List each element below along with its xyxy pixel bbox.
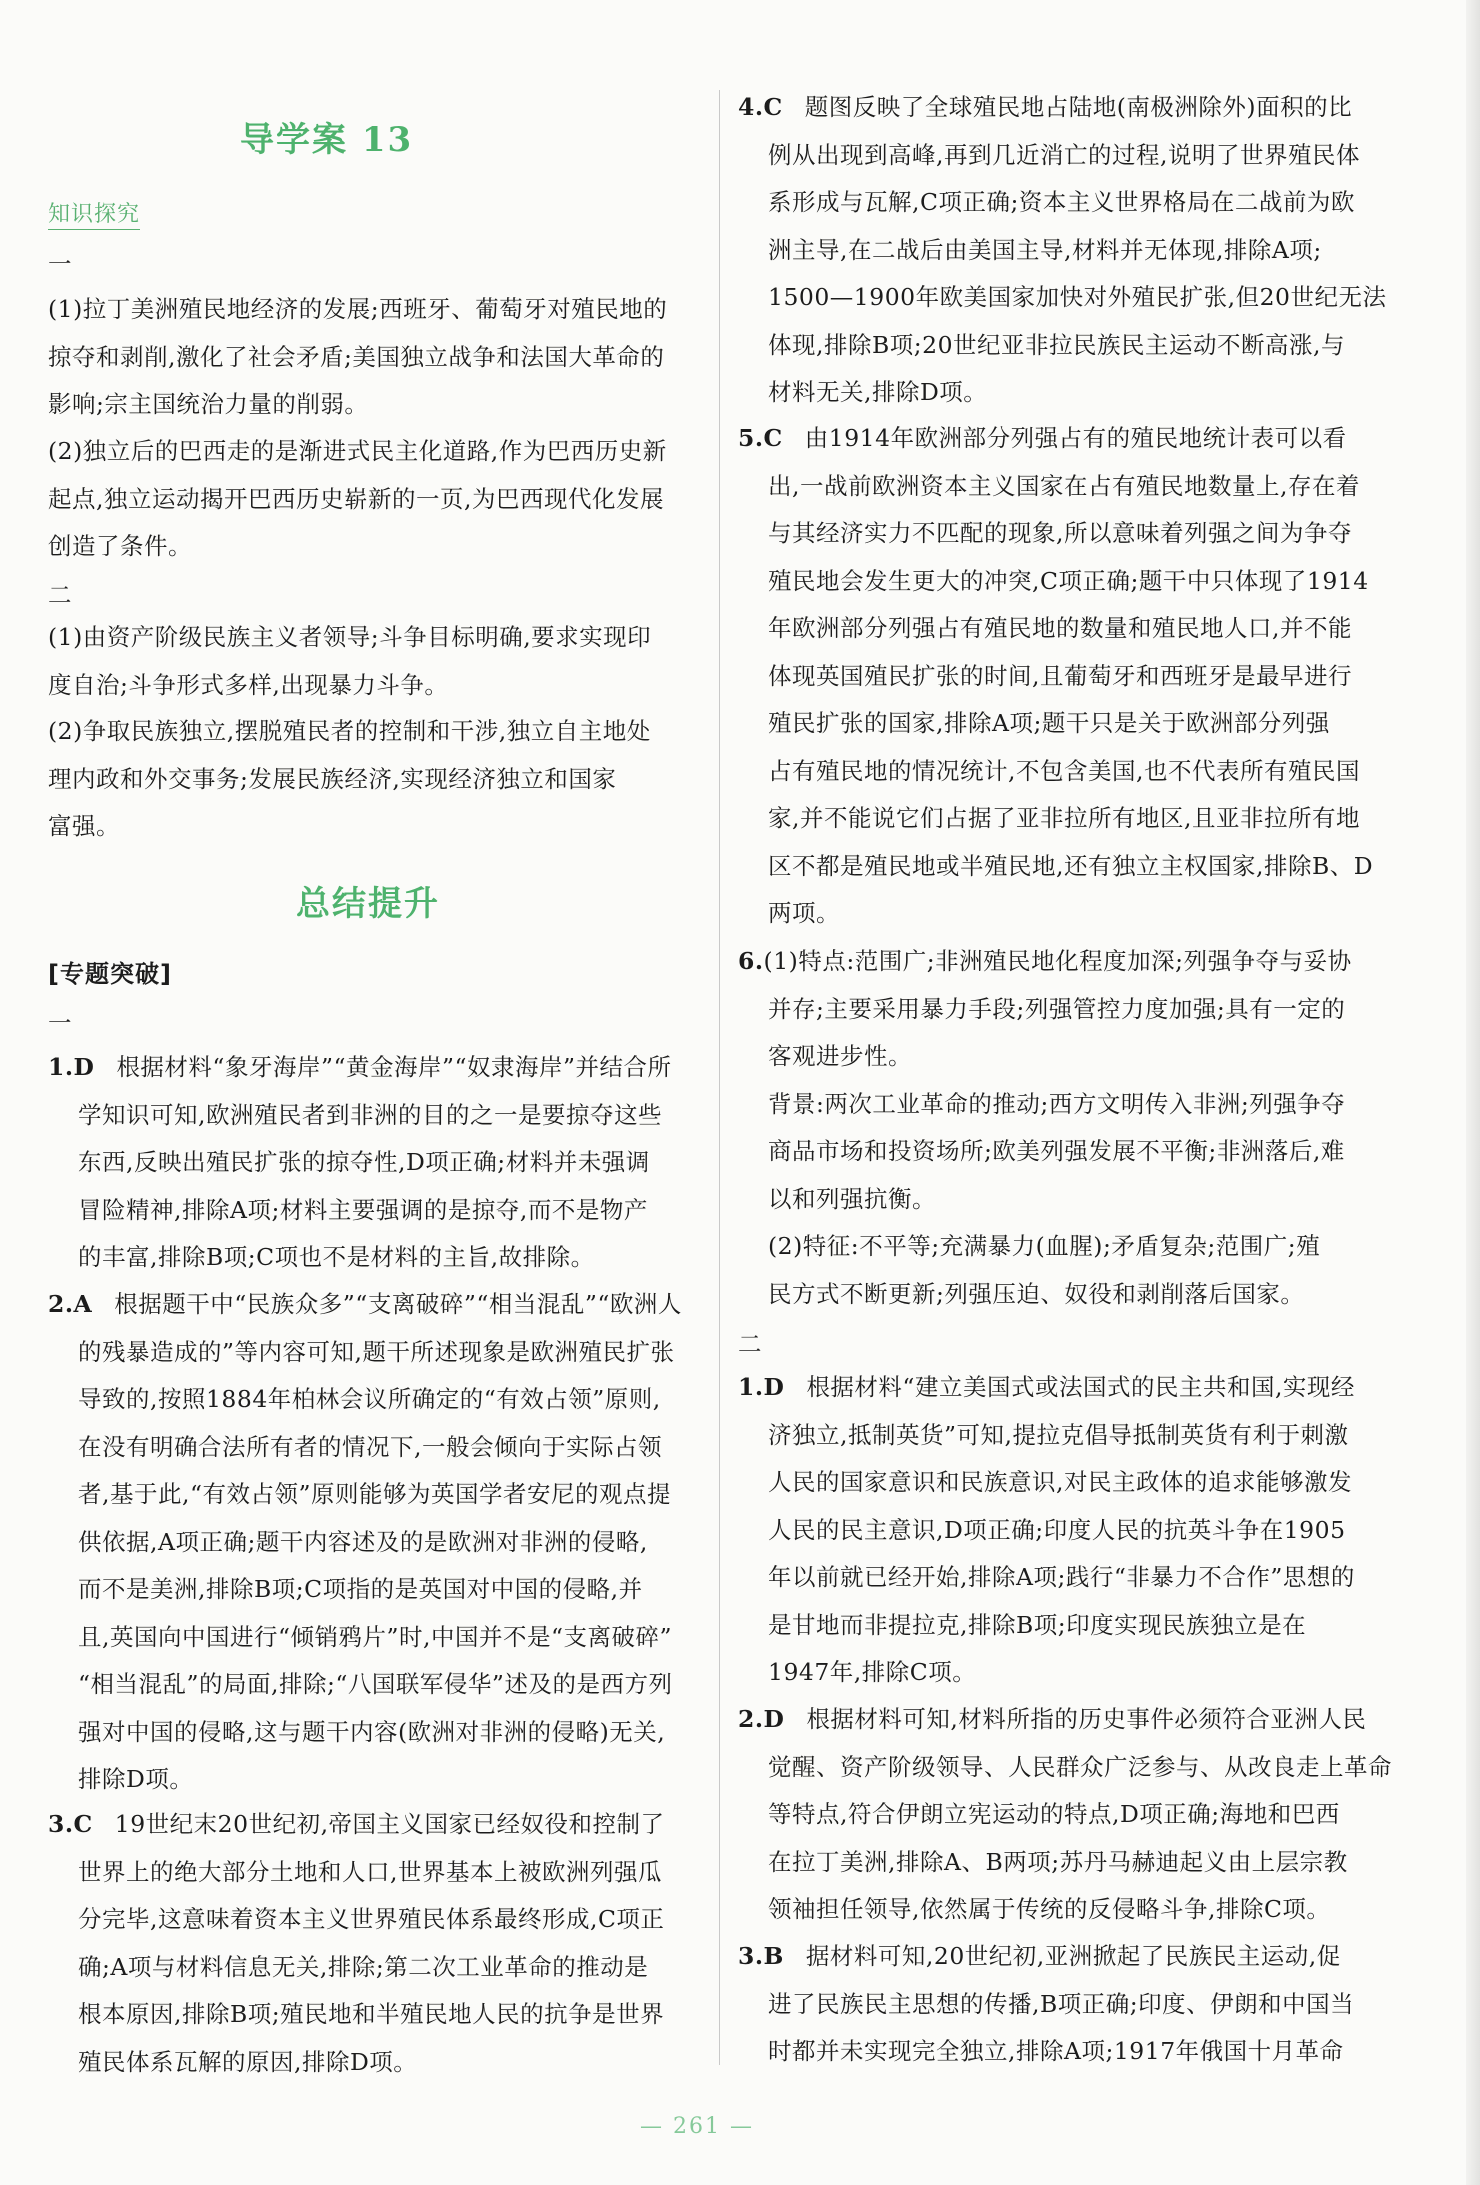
question-number: 3. bbox=[738, 1942, 764, 1970]
question-r1 bbox=[738, 1364, 1355, 1697]
text-line: 根据材料可知,材料所指的历史事件必须符合亚洲人民 bbox=[806, 1705, 1367, 1733]
question-number: 3. bbox=[48, 1810, 74, 1838]
text-line: 的残暴造成的”等内容可知,题干所述现象是欧洲殖民扩张 bbox=[78, 1337, 675, 1366]
column-divider bbox=[719, 90, 720, 2065]
text-line: 以和列强抗衡。 bbox=[768, 1184, 936, 1213]
summary-title: 总结提升 bbox=[296, 884, 440, 924]
text-line: 材料无关,排除D项。 bbox=[768, 378, 988, 406]
question-number: 1. bbox=[48, 1053, 74, 1081]
question-number: 6. bbox=[738, 947, 764, 975]
text-line: 影响;宗主国统治力量的削弱。 bbox=[48, 390, 369, 418]
text-line: 体现,排除B项;20世纪亚非拉民族民主运动不断高涨,与 bbox=[768, 330, 1346, 359]
question-number: 2. bbox=[48, 1290, 74, 1318]
question-2 bbox=[48, 1281, 682, 1804]
question-1 bbox=[48, 1044, 672, 1282]
question-r3 bbox=[738, 1933, 1354, 2076]
answer-letter: C bbox=[763, 424, 783, 452]
text-line: (1)由资产阶级民族主义者领导;斗争目标明确,要求实现印 bbox=[48, 623, 652, 651]
paragraph-3 bbox=[48, 614, 651, 709]
text-line: 掠夺和剥削,激化了社会矛盾;美国独立战争和法国大革命的 bbox=[48, 342, 665, 371]
part-label: 二 bbox=[738, 1330, 762, 1358]
text-line: 世界上的绝大部分土地和人口,世界基本上被欧洲列强瓜 bbox=[78, 1857, 662, 1886]
text-line: 觉醒、资产阶级领导、人民群众广泛参与、从改良走上革命 bbox=[768, 1752, 1392, 1781]
text-line: 分完毕,这意味着资本主义世界殖民体系最终形成,C项正 bbox=[78, 1905, 665, 1933]
text-line: 商品市场和投资场所;欧美列强发展不平衡;非洲落后,难 bbox=[768, 1137, 1345, 1165]
part-label: 一 bbox=[48, 1009, 72, 1037]
text-line: 进了民族民主思想的传播,B项正确;印度、伊朗和中国当 bbox=[768, 1989, 1355, 2018]
text-line: 等特点,符合伊朗立宪运动的特点,D项正确;海地和巴西 bbox=[768, 1800, 1340, 1828]
page-edge-shadow bbox=[1466, 0, 1480, 2185]
text-line: 年以前就已经开始,排除A项;践行“非暴力不合作”思想的 bbox=[768, 1563, 1355, 1591]
paragraph-1 bbox=[48, 286, 667, 429]
text-line: 背景:两次工业革命的推动;西方文明传入非洲;列强争夺 bbox=[768, 1089, 1346, 1118]
question-r2 bbox=[738, 1696, 1392, 1934]
question-number: 5. bbox=[738, 424, 764, 452]
text-line: 系形成与瓦解,C项正确;资本主义世界格局在二战前为欧 bbox=[768, 188, 1355, 216]
text-line: 而不是美洲,排除B项;C项指的是英国对中国的侵略,并 bbox=[78, 1575, 643, 1603]
text-line: 客观进步性。 bbox=[768, 1042, 912, 1070]
text-line: 1500—1900年欧美国家加快对外殖民扩张,但20世纪无法 bbox=[768, 283, 1387, 311]
text-line: 确;A项与材料信息无关,排除;第二次工业革命的推动是 bbox=[78, 1952, 649, 1981]
question-4 bbox=[738, 84, 1386, 417]
text-line: 根据材料“建立美国式或法国式的民主共和国,实现经 bbox=[806, 1373, 1355, 1401]
text-line: 供依据,A项正确;题干内容述及的是欧洲对非洲的侵略, bbox=[78, 1527, 648, 1556]
text-line: 家,并不能说它们占据了亚非拉所有地区,且亚非拉所有地 bbox=[768, 804, 1360, 832]
answer-letter: D bbox=[763, 1373, 785, 1401]
text-line: 例从出现到高峰,再到几近消亡的过程,说明了世界殖民体 bbox=[768, 140, 1360, 169]
text-line: 民方式不断更新;列强压迫、奴役和剥削落后国家。 bbox=[768, 1279, 1305, 1308]
text-line: (2)争取民族独立,摆脱殖民者的控制和干涉,独立自主地处 bbox=[48, 717, 651, 745]
text-line: 在拉丁美洲,排除A、B两项;苏丹马赫迪起义由上层宗教 bbox=[768, 1847, 1348, 1876]
answer-letter: B bbox=[763, 1942, 784, 1970]
text-line: 并存;主要采用暴力手段;列强管控力度加强;具有一定的 bbox=[768, 994, 1346, 1023]
question-number: 2. bbox=[738, 1705, 764, 1733]
text-line: 东西,反映出殖民扩张的掠夺性,D项正确;材料并未强调 bbox=[78, 1148, 650, 1176]
topic-breakthrough-label: [专题突破] bbox=[48, 960, 172, 988]
text-line: 占有殖民地的情况统计,不包含美国,也不代表所有殖民国 bbox=[768, 756, 1360, 785]
text-line: 时都并未实现完全独立,排除A项;1917年俄国十月革命 bbox=[768, 2037, 1344, 2065]
text-line: 排除D项。 bbox=[78, 1765, 194, 1793]
text-line: 区不都是殖民地或半殖民地,还有独立主权国家,排除B、D bbox=[768, 851, 1374, 880]
answer-letter: D bbox=[763, 1705, 785, 1733]
paragraph-4 bbox=[48, 708, 651, 851]
text-line: 起点,独立运动揭开巴西历史崭新的一页,为巴西现代化发展 bbox=[48, 484, 664, 513]
text-line: 与其经济实力不匹配的现象,所以意味着列强之间为争夺 bbox=[768, 519, 1352, 547]
text-line: 是甘地而非提拉克,排除B项;印度实现民族独立是在 bbox=[768, 1610, 1307, 1639]
question-5 bbox=[738, 415, 1373, 938]
text-line: 殖民体系瓦解的原因,排除D项。 bbox=[78, 2047, 418, 2076]
text-line: (1)拉丁美洲殖民地经济的发展;西班牙、葡萄牙对殖民地的 bbox=[48, 295, 668, 323]
text-line: 者,基于此,“有效占领”原则能够为英国学者安尼的观点提 bbox=[78, 1480, 671, 1508]
text-line: 体现英国殖民扩张的时间,且葡萄牙和西班牙是最早进行 bbox=[768, 661, 1352, 690]
text-line: 在没有明确合法所有者的情况下,一般会倾向于实际占领 bbox=[78, 1432, 662, 1461]
text-line: 根据材料“象牙海岸”“黄金海岸”“奴隶海岸”并结合所 bbox=[116, 1053, 672, 1081]
text-line: 领袖担任领导,依然属于传统的反侵略斗争,排除C项。 bbox=[768, 1895, 1331, 1923]
text-line: 富强。 bbox=[48, 812, 120, 840]
text-line: 根据题干中“民族众多”“支离破碎”“相当混乱”“欧洲人 bbox=[114, 1290, 682, 1318]
text-line: 人民的民主意识,D项正确;印度人民的抗英斗争在1905 bbox=[768, 1515, 1346, 1544]
text-line: 两项。 bbox=[768, 899, 840, 927]
text-line: 19世纪末20世纪初,帝国主义国家已经奴役和控制了 bbox=[114, 1810, 665, 1838]
paragraph-2 bbox=[48, 428, 667, 571]
answer-letter: C bbox=[73, 1810, 93, 1838]
text-line: 题图反映了全球殖民地占陆地(南极洲除外)面积的比 bbox=[804, 93, 1353, 121]
section-tag: 知识探究 bbox=[48, 197, 140, 230]
answer-letter: C bbox=[763, 93, 783, 121]
text-line: 洲主导,在二战后由美国主导,材料并无体现,排除A项; bbox=[768, 235, 1322, 264]
question-number: 1. bbox=[738, 1373, 764, 1401]
answer-letter: A bbox=[73, 1290, 93, 1318]
text-line: 出,一战前欧洲资本主义国家在占有殖民地数量上,存在着 bbox=[768, 471, 1360, 500]
text-line: 创造了条件。 bbox=[48, 532, 192, 560]
text-line: 人民的国家意识和民族意识,对民主政体的追求能够激发 bbox=[768, 1468, 1352, 1496]
text-line: 冒险精神,排除A项;材料主要强调的是掠夺,而不是物产 bbox=[78, 1195, 648, 1224]
page-number: — 261 — bbox=[640, 2114, 754, 2139]
text-line: (1)特点:范围广;非洲殖民地化程度加深;列强争夺与妥协 bbox=[763, 947, 1352, 975]
text-line: 的丰富,排除B项;C项也不是材料的主旨,故排除。 bbox=[78, 1243, 595, 1271]
text-line: 由1914年欧洲部分列强占有的殖民地统计表可以看 bbox=[804, 424, 1347, 452]
text-line: “相当混乱”的局面,排除;“八国联军侵华”述及的是西方列 bbox=[78, 1670, 673, 1698]
text-line: 理内政和外交事务;发展民族经济,实现经济独立和国家 bbox=[48, 764, 617, 793]
text-line: 1947年,排除C项。 bbox=[768, 1658, 977, 1686]
text-line: 学知识可知,欧洲殖民者到非洲的目的之一是要掠夺这些 bbox=[78, 1100, 662, 1129]
question-3 bbox=[48, 1801, 665, 2086]
question-6 bbox=[738, 938, 1352, 1318]
text-line: 年欧洲部分列强占有殖民地的数量和殖民地人口,并不能 bbox=[768, 614, 1352, 642]
page-title: 导学案 13 bbox=[240, 120, 414, 160]
text-line: 导致的,按照1884年柏林会议所确定的“有效占领”原则, bbox=[78, 1385, 661, 1413]
part-label: 一 bbox=[48, 250, 72, 278]
question-number: 4. bbox=[738, 93, 764, 121]
text-line: (2)独立后的巴西走的是渐进式民主化道路,作为巴西历史新 bbox=[48, 437, 667, 465]
part-label: 二 bbox=[48, 581, 72, 609]
text-line: 强对中国的侵略,这与题干内容(欧洲对非洲的侵略)无关, bbox=[78, 1717, 666, 1746]
text-line: 殖民扩张的国家,排除A项;题干只是关于欧洲部分列强 bbox=[768, 709, 1330, 737]
answer-letter: D bbox=[73, 1053, 95, 1081]
text-line: 济独立,抵制英货”可知,提拉克倡导抵制英货有利于刺激 bbox=[768, 1420, 1349, 1449]
text-line: 根本原因,排除B项;殖民地和半殖民地人民的抗争是世界 bbox=[78, 2000, 665, 2028]
text-line: 殖民地会发生更大的冲突,C项正确;题干中只体现了1914 bbox=[768, 566, 1369, 595]
text-line: (2)特征:不平等;充满暴力(血腥);矛盾复杂;范围广;殖 bbox=[768, 1232, 1321, 1260]
text-line: 据材料可知,20世纪初,亚洲掀起了民族民主运动,促 bbox=[805, 1942, 1341, 1970]
text-line: 度自治;斗争形式多样,出现暴力斗争。 bbox=[48, 670, 449, 699]
text-line: 且,英国向中国进行“倾销鸦片”时,中国并不是“支离破碎” bbox=[78, 1622, 672, 1651]
